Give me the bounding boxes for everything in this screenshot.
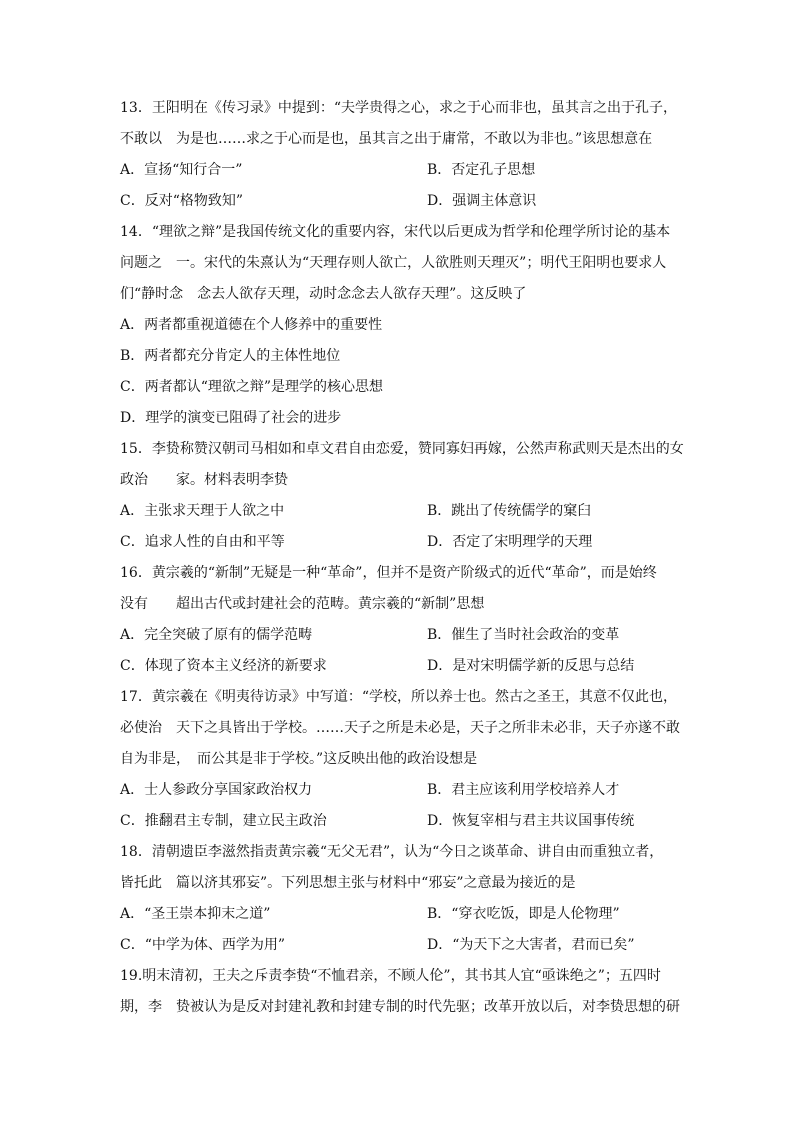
question-stem-line: 13．王阳明在《传习录》中提到：“夫学贵得之心，求之于心而非也，虽其言之出于孔子，: [120, 100, 677, 116]
answer-option[interactable]: C．两者都认“理欲之辩”是理学的核心思想: [120, 379, 384, 395]
question-stem-line: 必使治 天下之具皆出于学校。……天子之所是未必是，天子之所非未必非，天子亦遂不敢: [120, 720, 680, 736]
answer-option[interactable]: B．跳出了传统儒学的窠臼: [427, 503, 592, 519]
answer-option[interactable]: C．推翻君主专制，建立民主政治: [120, 813, 327, 829]
question-stem-line: 皆托此 篇以济其邪妄”。下列思想主张与材料中“邪妄”之意最为接近的是: [120, 875, 576, 891]
question-stem-line: 15．李贽称赞汉朝司马相如和卓文君自由恋爱，赞同寡妇再嫁，公然声称武则天是杰出的女: [120, 441, 684, 457]
question-stem-line: 14．“理欲之辩”是我国传统文化的重要内容，宋代以后更成为哲学和伦理学所讨论的基本: [120, 224, 671, 240]
answer-option[interactable]: A．士人参政分享国家政治权力: [120, 782, 313, 798]
answer-option[interactable]: D．恢复宰相与君主共议国事传统: [427, 813, 635, 829]
question-stem-line: 17．黄宗羲在《明夷待访录》中写道：“学校，所以养士也。然古之圣王，其意不仅此也，: [120, 689, 677, 705]
answer-option[interactable]: A．完全突破了原有的儒学范畴: [120, 627, 313, 643]
answer-option[interactable]: A．主张求天理于人欲之中: [120, 503, 285, 519]
answer-option[interactable]: C．体现了资本主义经济的新要求: [120, 658, 327, 674]
question-stem-line: 不敢以 为是也……求之于心而是也，虽其言之出于庸常，不敢以为非也。”该思想意在: [120, 131, 653, 147]
answer-option[interactable]: D．“为天下之大害者，君而已矣”: [427, 937, 635, 953]
answer-option[interactable]: C．追求人性的自由和平等: [120, 534, 285, 550]
answer-option[interactable]: C．“中学为体、西学为用”: [120, 937, 286, 953]
answer-option[interactable]: D．强调主体意识: [427, 193, 537, 209]
question-stem-line: 政治 家。材料表明李贽: [120, 472, 288, 488]
question-stem-line: 问题之 一。宋代的朱熹认为“天理存则人欲亡，人欲胜则天理灭”；明代王阳明也要求人: [120, 255, 667, 271]
answer-option[interactable]: A．“圣王崇本抑末之道”: [120, 906, 271, 922]
question-stem-line: 16．黄宗羲的“新制”无疑是一种“革命”，但并不是资产阶级式的近代“革命”，而是始终: [120, 565, 657, 581]
question-stem-line: 18．清朝遗臣李滋然指责黄宗羲“无父无君”，认为“今日之谈革命、讲自由而重独立者，: [120, 844, 664, 860]
answer-option[interactable]: B．否定孔子思想: [427, 162, 536, 178]
answer-option[interactable]: A．宣扬“知行合一”: [120, 162, 243, 178]
question-stem-line: 19.明末清初，王夫之斥责李贽“不恤君亲，不顾人伦”，其书其人宜“亟诛绝之”；五四时: [120, 968, 661, 984]
answer-option[interactable]: B．催生了当时社会政治的变革: [427, 627, 620, 643]
answer-option[interactable]: D．理学的演变已阻碍了社会的进步: [120, 410, 342, 426]
answer-option[interactable]: D．否定了宋明理学的天理: [427, 534, 593, 550]
answer-option[interactable]: C．反对“格物致知”: [120, 193, 244, 209]
question-stem-line: 没有 超出古代或封建社会的范畴。黄宗羲的“新制”思想: [120, 596, 485, 612]
answer-option[interactable]: B．君主应该利用学校培养人才: [427, 782, 620, 798]
answer-option[interactable]: A．两者都重视道德在个人修养中的重要性: [120, 317, 383, 333]
answer-option[interactable]: B．“穿衣吃饭，即是人伦物理”: [427, 906, 620, 922]
answer-option[interactable]: B．两者都充分肯定人的主体性地位: [120, 348, 341, 364]
question-stem-line: 期，李 贽被认为是反对封建礼教和封建专制的时代先驱；改革开放以后，对李贽思想的研: [120, 999, 680, 1015]
answer-option[interactable]: D．是对宋明儒学新的反思与总结: [427, 658, 635, 674]
question-stem-line: 自为非是， 而公其是非于学校。”这反映出他的政治设想是: [120, 751, 478, 767]
question-stem-line: 们“静时念 念去人欲存天理，动时念念去人欲存天理”。这反映了: [120, 286, 527, 302]
